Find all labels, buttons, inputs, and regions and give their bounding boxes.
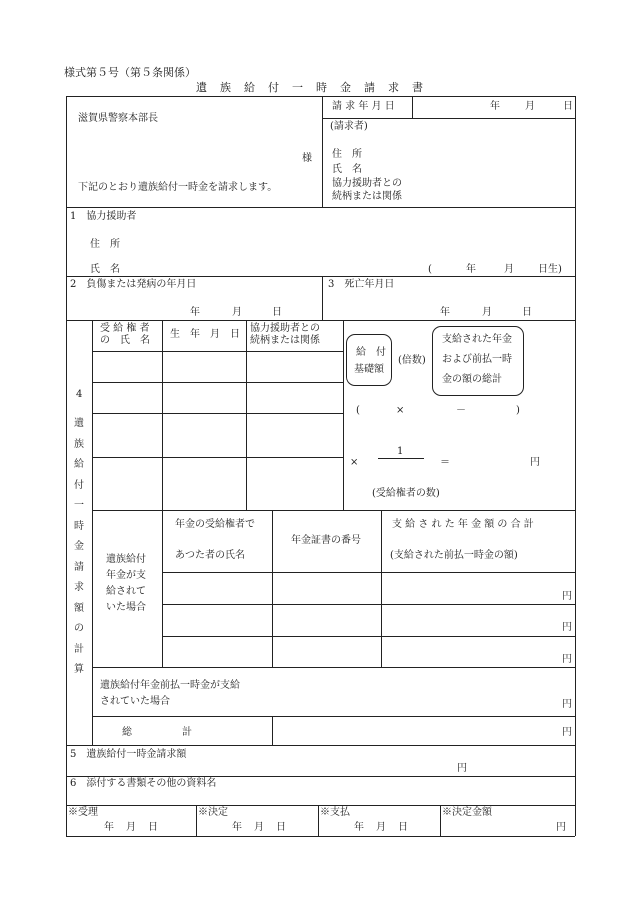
pension-row2-yen: 円 [562,622,572,633]
line-sec2-3-divider [322,276,323,320]
section3-month[interactable]: 月 [482,307,492,318]
line-pension-row1 [162,604,575,605]
claimant-relationship-label-2[interactable]: 続柄または関係 [332,191,402,202]
request-date-label: 請 求 年 月 日 [332,101,395,112]
formula-base-2: 基礎額 [354,364,384,375]
line-pension-row2 [162,636,575,637]
section5-heading: 5 遺族給付一時金請求額 [70,749,187,760]
line-date-divider [412,96,413,118]
request-day[interactable]: 日 [563,101,573,112]
section2-day[interactable]: 日 [272,307,282,318]
office-decided-year: 年 [232,822,242,833]
formula-numerator: 1 [397,446,404,457]
section5-yen: 円 [457,763,467,774]
claimant-relationship-label-1: 協力援助者との [332,178,402,189]
recipient: 滋賀県警察本部長 [78,113,158,124]
line-col-birth [162,320,163,510]
line-sec4 [66,320,575,321]
office-received: ※受理 [68,807,98,818]
pension-total-1: 支 給 さ れ た 年 金 額 の 合 計 [392,519,534,530]
pension-total-2: (支給された前払一時金の額) [390,550,518,561]
line-office [66,805,575,806]
office-paid-month: 月 [376,822,386,833]
office-paid-year: 年 [354,822,364,833]
line-top [66,96,575,97]
office-amount: ※決定金額 [442,807,492,818]
pension-row1-yen: 円 [562,591,572,602]
office-received-day: 日 [148,822,158,833]
line-col-relation [246,320,247,510]
pension-case-2: 年金が支 [106,570,146,581]
formula-yen: 円 [530,457,540,468]
line-claimant-divider [322,96,323,207]
claimant-name-label[interactable]: 氏 名 [332,164,362,175]
section4-number: 4 [76,389,83,400]
advance-label-2: されていた場合 [100,696,170,707]
claimant-label: (請求者) [330,121,368,132]
office-amount-yen: 円 [556,822,566,833]
section2-heading: 2 負傷または発病の年月日 [70,279,197,290]
line-pension-cert [272,510,273,667]
col-relationship-2: 続柄または関係 [250,335,320,346]
line-pension-top [92,510,575,511]
line-sec1 [66,207,575,208]
formula-base-1: 給 付 [356,347,386,358]
line-office-1 [196,805,197,836]
pension-case-1: 遺族給付 [106,554,146,565]
line-col-formula [343,320,344,510]
office-decided-day: 日 [276,822,286,833]
office-paid: ※支払 [320,807,350,818]
col-relationship-1: 協力援助者との [250,323,320,334]
section1-birth-month[interactable]: 月 [504,264,514,275]
section4-vertical-label: 遺族給付一時金請求額の計算 [74,418,84,675]
formula-denominator: (受給権者の数) [372,488,440,499]
office-decided-month: 月 [254,822,264,833]
advance-yen: 円 [562,699,572,710]
line-sec2 [66,276,575,277]
pension-case-3: 給されて [106,586,146,597]
line-bottom [66,836,575,837]
section2-month[interactable]: 月 [232,307,242,318]
honorific: 様 [302,153,312,164]
pension-cert-number: 年金証書の番号 [291,535,361,546]
line-pension-total [381,510,382,667]
office-received-month: 月 [126,822,136,833]
section1-birth-open: ( [428,264,432,275]
col-beneficiary-2: の 氏 名 [100,335,150,346]
section6-heading: 6 添付する書類その他の資料名 [70,778,217,789]
pension-holder-2: あつた者の氏名 [175,550,245,561]
line-left [66,96,67,836]
fraction-bar [378,458,424,459]
line-sec5 [66,745,575,746]
formula-multiplier: (倍数) [398,355,426,366]
request-year[interactable]: 年 [490,101,500,112]
pension-row3-yen: 円 [562,654,572,665]
formula-paid-3: 金の額の総計 [442,374,502,385]
form-number: 様式第５号（第５条関係） [64,66,196,79]
pension-case-4: いた場合 [106,602,146,613]
section3-day[interactable]: 日 [522,307,532,318]
line-vertical-label [92,320,93,745]
line-office-3 [440,805,441,836]
line-table-header [92,351,343,352]
line-total [92,716,575,717]
line-request-date [322,118,575,119]
section1-address-label[interactable]: 住 所 [90,239,120,250]
line-row1 [92,382,343,383]
advance-label-1: 遺族給付年金前払一時金が支給 [100,680,240,691]
line-sec6 [66,776,575,777]
formula-equals: ＝ [440,457,450,468]
line-right [575,96,576,836]
brace-base [346,334,392,386]
col-beneficiary-1: 受 給 権 者 [100,323,150,334]
formula-minus: － [456,405,466,416]
formula-times: × [396,405,405,416]
page-title: 遺 族 給 付 一 時 金 請 求 書 [196,81,424,94]
line-pension-header [162,572,575,573]
office-decided: ※決定 [198,807,228,818]
line-pension-case [162,510,163,667]
line-office-2 [318,805,319,836]
section1-heading: 1 協力援助者 [70,211,137,222]
request-statement: 下記のとおり遺族給付一時金を請求します。 [78,182,278,193]
line-advance [92,667,575,668]
request-month[interactable]: 月 [525,101,535,112]
formula-paid-2: および前払一時 [442,354,512,365]
section3-year[interactable]: 年 [440,307,450,318]
section3-heading: 3 死亡年月日 [328,279,395,290]
total-label: 総 計 [122,727,192,738]
section2-year[interactable]: 年 [190,307,200,318]
total-yen: 円 [562,727,572,738]
section1-birth-year[interactable]: 年 [466,264,476,275]
formula-close-paren: ) [516,405,520,416]
formula-paid-1: 支給された年金 [442,334,512,345]
line-total-divider [272,716,273,745]
office-paid-day: 日 [398,822,408,833]
section1-birth-day[interactable]: 日生) [538,264,562,275]
col-birthdate: 生 年 月 日 [170,329,240,340]
claimant-address-label[interactable]: 住 所 [332,149,362,160]
office-received-year: 年 [104,822,114,833]
line-row2 [92,413,343,414]
formula-times-2: × [350,457,359,468]
pension-holder-1: 年金の受給権者で [175,519,255,530]
formula-open-paren: ( [356,405,360,416]
section1-name-label[interactable]: 氏 名 [90,264,120,275]
line-row3 [92,457,343,458]
